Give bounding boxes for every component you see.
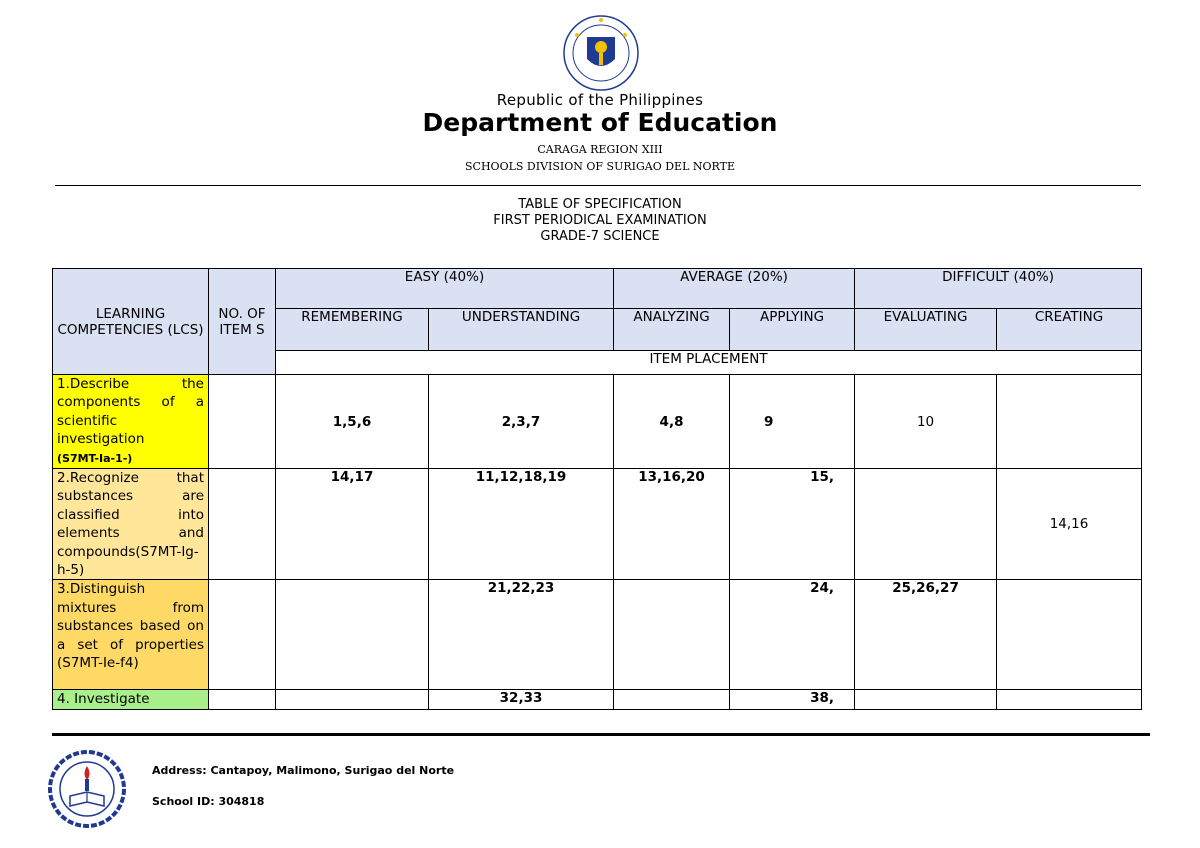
understanding-cell: 11,12,18,19 — [429, 469, 614, 580]
header-remembering: REMEMBERING — [276, 309, 429, 351]
remembering-cell — [276, 580, 429, 690]
title-line-1: TABLE OF SPECIFICATION — [518, 197, 682, 212]
remembering-cell: 14,17 — [276, 469, 429, 580]
remembering-cell — [276, 690, 429, 710]
department-heading: Department of Education — [422, 108, 778, 137]
analyzing-cell — [614, 580, 730, 690]
competency-cell: 4. Investigate — [53, 690, 209, 710]
creating-cell — [997, 375, 1142, 469]
header-understanding: UNDERSTANDING — [429, 309, 614, 351]
header-difficult: DIFFICULT (40%) — [855, 269, 1142, 309]
header-divider — [55, 185, 1141, 186]
region-text: CARAGA REGION XIII — [537, 143, 663, 156]
competency-cell: 3.Distinguish mixtures from substances based on a set of properties (S7MT-Ie-f4) — [53, 580, 209, 690]
table-row — [53, 469, 1142, 580]
items-cell — [209, 469, 276, 580]
header-analyzing: ANALYZING — [614, 309, 730, 351]
deped-seal-logo — [563, 15, 639, 91]
competency-cell: 1.Describe the components of a scientific investigation (S7MT-Ia-1-) — [53, 375, 209, 469]
applying-cell: 9 — [730, 375, 855, 469]
items-cell — [209, 690, 276, 710]
header-item-placement: ITEM PLACEMENT — [276, 351, 1142, 375]
evaluating-cell — [855, 690, 997, 710]
school-logo — [48, 750, 126, 828]
republic-heading: Republic of the Philippines — [496, 91, 704, 109]
understanding-cell: 2,3,7 — [429, 375, 614, 469]
title-line-2: FIRST PERIODICAL EXAMINATION — [493, 213, 707, 228]
creating-cell — [997, 580, 1142, 690]
competency-code: (S7MT-Ia-1-) — [57, 451, 133, 465]
header-applying: APPLYING — [730, 309, 855, 351]
evaluating-cell: 10 — [855, 375, 997, 469]
applying-cell: 24, — [730, 580, 855, 690]
header-evaluating: EVALUATING — [855, 309, 997, 351]
competency-cell: 2.Recognize that substances are classified into elements and compounds(S7MT-Ig-h-5) — [53, 469, 209, 580]
items-cell — [209, 580, 276, 690]
school-id: School ID: 304818 — [152, 795, 265, 808]
table-row — [53, 580, 1142, 690]
remembering-cell: 1,5,6 — [276, 375, 429, 469]
items-cell — [209, 375, 276, 469]
understanding-cell: 32,33 — [429, 690, 614, 710]
creating-cell: 14,16 — [997, 469, 1142, 580]
analyzing-cell — [614, 690, 730, 710]
applying-cell: 38, — [730, 690, 855, 710]
header-learning-competencies: LEARNING COMPETENCIES (LCS) — [53, 269, 209, 375]
title-line-3: GRADE-7 SCIENCE — [540, 229, 660, 244]
header-easy: EASY (40%) — [276, 269, 614, 309]
specification-table — [52, 268, 1142, 710]
division-text: SCHOOLS DIVISION OF SURIGAO DEL NORTE — [465, 160, 735, 173]
school-address: Address: Cantapoy, Malimono, Surigao del Norte — [152, 764, 455, 777]
analyzing-cell: 4,8 — [614, 375, 730, 469]
table-row — [53, 690, 1142, 710]
header-number-of-items: NO. OF ITEM S — [209, 269, 276, 375]
header-creating: CREATING — [997, 309, 1142, 351]
table-row — [53, 375, 1142, 469]
evaluating-cell: 25,26,27 — [855, 580, 997, 690]
analyzing-cell: 13,16,20 — [614, 469, 730, 580]
header-average: AVERAGE (20%) — [614, 269, 855, 309]
evaluating-cell — [855, 469, 997, 580]
applying-cell: 15, — [730, 469, 855, 580]
footer-divider — [52, 733, 1150, 736]
understanding-cell: 21,22,23 — [429, 580, 614, 690]
creating-cell — [997, 690, 1142, 710]
